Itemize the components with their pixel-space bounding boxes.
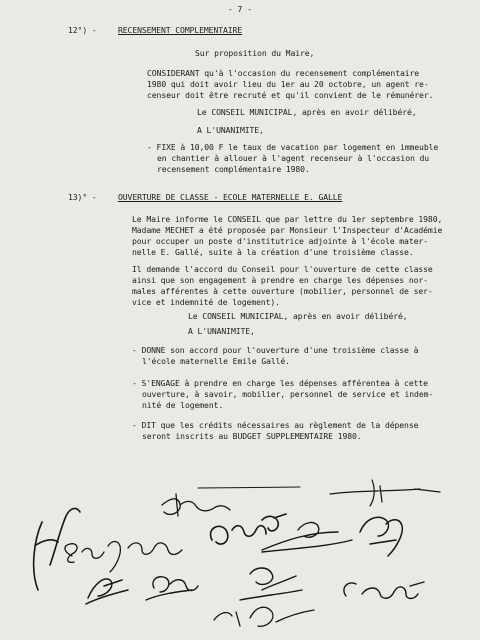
signature-5: [360, 517, 402, 556]
page-number: - 7 -: [228, 4, 252, 14]
text-line: seront inscrits au BUDGET SUPPLEMENTAIRE 1980.: [142, 431, 362, 441]
section-12-deliberation: Le CONSEIL MUNICIPAL, après en avoir délibéré,: [197, 107, 417, 117]
text-line: pour occuper un poste d'institutrice adjointe à l'école mater-: [132, 236, 428, 246]
text-line: censeur doit être recruté et qu'il convient de le rémunérer.: [147, 90, 434, 100]
section-12-unanimite: A L'UNANIMITE,: [197, 125, 264, 135]
text-line: - S'ENGAGE à prendre en charge les dépenses afférentea à cette: [132, 378, 428, 388]
text-line: ainsi que son engagement à prendre en charge les dépenses nor-: [132, 275, 428, 285]
text-line: - DIT que les crédits nécessaires au règlement de la dépense: [132, 420, 419, 430]
signature-2: [162, 494, 230, 516]
section-12-number: 12°) -: [68, 25, 97, 35]
section-13-number: 13)° -: [68, 192, 97, 202]
text-line: males afférentes à cette ouverture (mobilier, personnel de ser-: [132, 286, 433, 296]
signature-7: [86, 579, 128, 604]
section-13-title: OUVERTURE DE CLASSE - ECOLE MATERNELLE E. GALLE: [118, 192, 343, 202]
text-line: Le Maire informe le CONSEIL que par lettre du 1er septembre 1980,: [132, 214, 443, 224]
text-line: Il demande l'accord du Conseil pour l'ouverture de cette classe: [132, 264, 433, 274]
text-line: ouverture, à savoir, mobilier, personnel de service et indem-: [142, 389, 434, 399]
section-13-unanimite: A L'UNANIMITE,: [188, 326, 255, 336]
signature-4: [262, 523, 352, 552]
signature-left-vertical: [34, 509, 80, 590]
signature-top-right: [330, 480, 440, 506]
text-line: 1980 qui doit avoir lieu du 1er au 20 octobre, un agent re-: [147, 79, 429, 89]
text-line: vice et indemnité de logement).: [132, 297, 280, 307]
section-12-intro: Sur proposition du Maire,: [195, 48, 315, 58]
signature-11: [344, 582, 424, 599]
signature-10: [214, 607, 314, 626]
text-line: recensement complémentaire 1980.: [157, 164, 310, 174]
text-line: nelle E. Gallé, suite à la création d'une troisième classe.: [132, 247, 414, 257]
text-line: CONSIDERANT qu'à l'occasion du recensement complémentaire: [147, 68, 420, 78]
signature-3: [211, 514, 286, 544]
text-line: - FIXE à 10,00 F le taux de vacation par logement en immeuble: [147, 142, 439, 152]
text-line: Madame MECHET a été proposée par Monsieur l'Inspecteur d'Académie: [132, 225, 443, 235]
signature-6: [65, 542, 182, 573]
signature-9: [240, 568, 302, 600]
text-line: en chantier à allouer à l'agent recenseur à l'occasion du: [157, 153, 430, 163]
text-line: - DONNE son accord pour l'ouverture d'une troisième classe à: [132, 345, 419, 355]
signature-rule: [198, 487, 300, 488]
section-12-title: RECENSEMENT COMPLEMENTAIRE: [118, 25, 243, 35]
section-13-deliberation: Le CONSEIL MUNICIPAL, après en avoir délibéré,: [188, 311, 408, 321]
signature-8: [146, 577, 198, 600]
text-line: l'école maternelle Emile Gallé.: [142, 356, 290, 366]
text-line: nité de logement.: [142, 400, 224, 410]
